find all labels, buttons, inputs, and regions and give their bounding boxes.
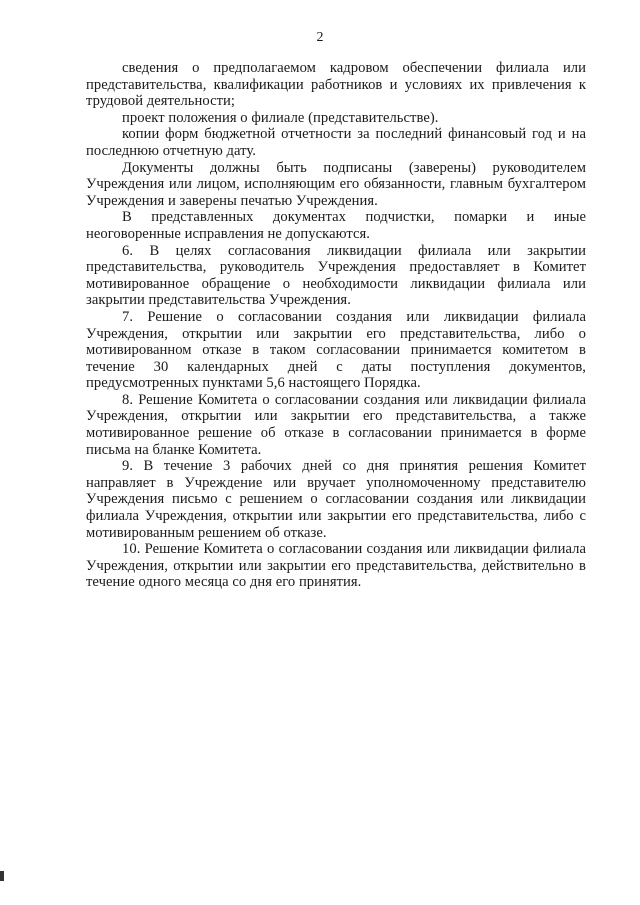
paragraph-no-corrections: В представленных документах подчистки, помарки и иные неоговоренные исправления не допускаются. xyxy=(86,209,586,242)
paragraph-item-9: 9. В течение 3 рабочих дней со дня принятия решения Комитет направляет в Учреждение или вручает уполномоченному представителю Учреждения письмо с решением о согласовании создания или ликвидации филиала Учреждения, открытии или закрытии его представительства, либо с мотивированным решением об отказе. xyxy=(86,458,586,541)
paragraph-item-7: 7. Решение о согласовании создания или ликвидации филиала Учреждения, открытии или закрытии его представительства, либо о мотивированном отказе в таком согласовании принимается комитетом в течение 30 календарных дней с даты поступления документов, предусмотренных пунктами 5,6 настоящего Порядка. xyxy=(86,308,586,392)
paragraph-staffing-info: сведения о предполагаемом кадровом обеспечении филиала или представительства, квалификации работников и условиях их привлечения к трудовой деятельности; xyxy=(86,60,586,110)
document-body xyxy=(86,60,586,591)
paragraph-branch-regulation: проект положения о филиале (представительстве). xyxy=(122,109,439,126)
paragraph-signatures: Документы должны быть подписаны (заверены) руководителем Учреждения или лицом, исполняющим его обязанности, главным бухгалтером Учреждения и заверены печатью Учреждения. xyxy=(86,159,586,209)
paragraph-budget-reports: копии форм бюджетной отчетности за последний финансовый год и на последнюю отчетную дату. xyxy=(86,126,586,159)
paragraph-item-8: 8. Решение Комитета о согласовании создания или ликвидации филиала Учреждения, открытии или закрытии его представительства, а также мотивированное решение об отказе в согласовании принимается в форме письма на бланке Комитета. xyxy=(86,391,586,458)
scan-edge-mark xyxy=(0,871,4,881)
page-number: 2 xyxy=(316,30,324,45)
paragraph-item-6: 6. В целях согласования ликвидации филиала или закрытии представительства, руководитель Учреждения предоставляет в Комитет мотивированное обращение о необходимости ликвидации филиала или закрытии представительства Учреждения. xyxy=(86,242,586,309)
paragraph-item-10: 10. Решение Комитета о согласовании создания или ликвидации филиала Учреждения, открытии или закрытии его представительства, действительно в течение одного месяца со дня его принятия. xyxy=(86,541,586,591)
